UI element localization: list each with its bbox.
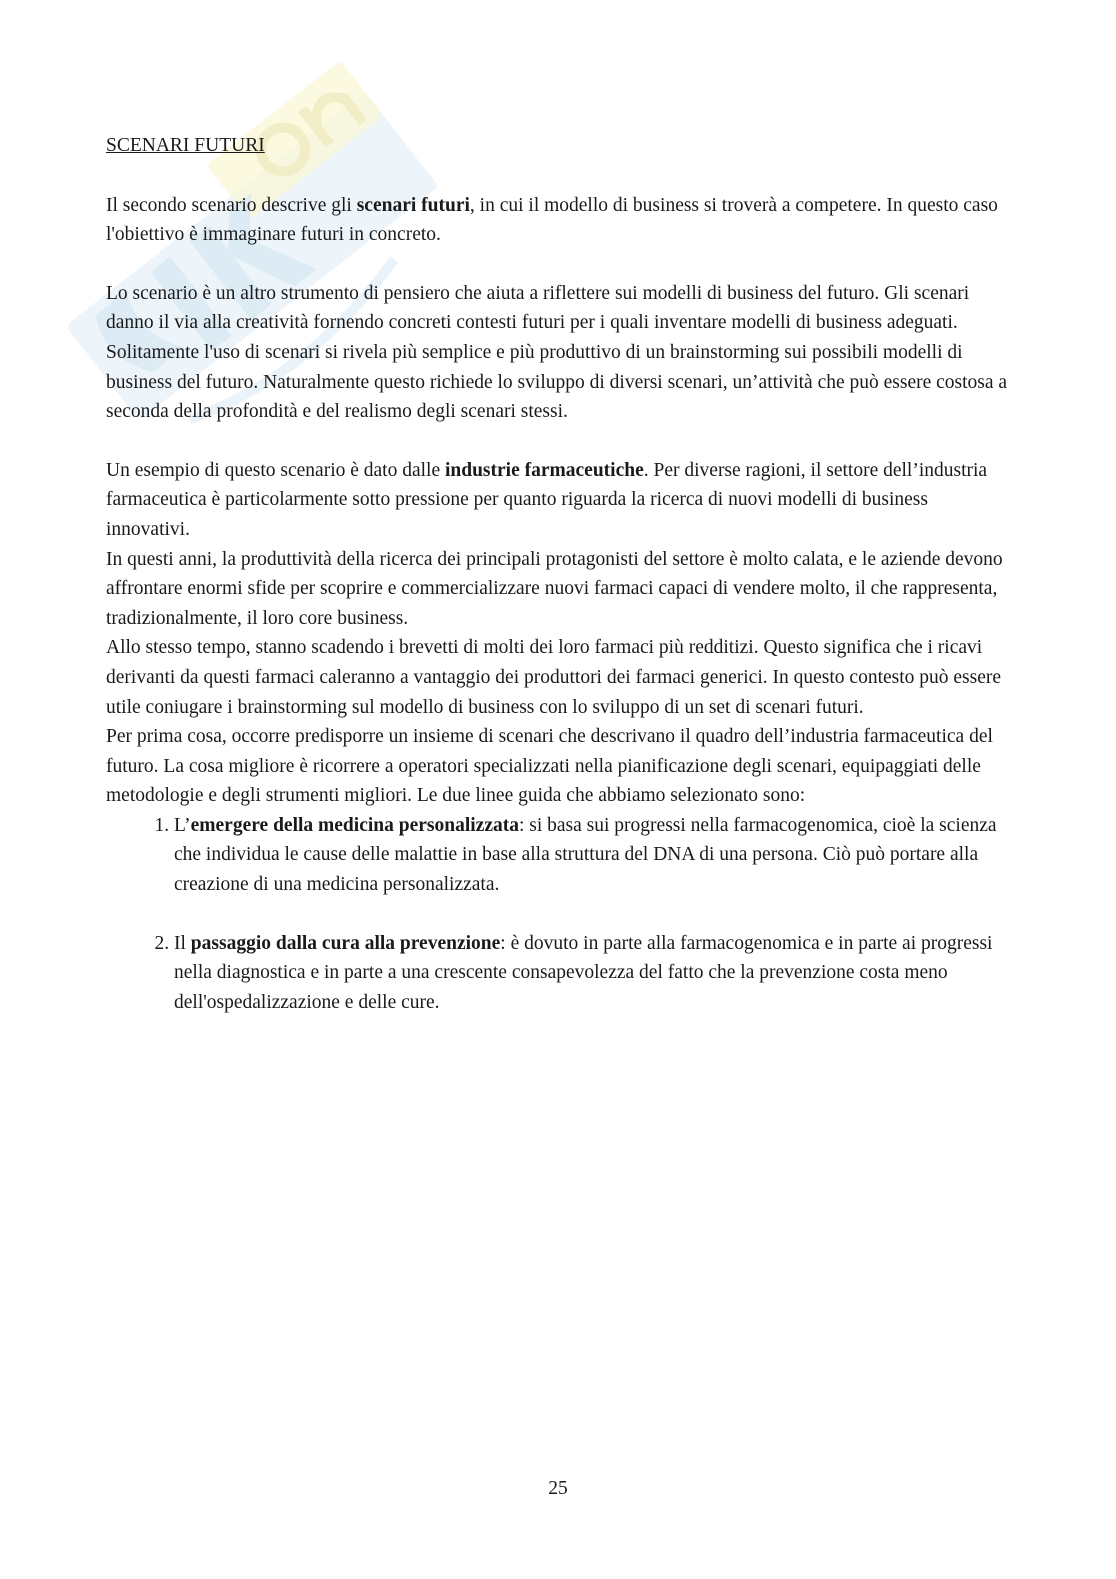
- paragraph-example: [106, 456, 1011, 545]
- paragraph-patents: Allo stesso tempo, stanno scadendo i brevetti di molti dei loro farmaci più redditizi. Questo significa che i ricavi derivanti da questi farmaci caleranno a vantaggio dei produttori dei farmaci generici. In questo contesto può essere utile coniugare i brainstorming sul modello di business con lo sviluppo di un set di scenari futuri.: [106, 637, 1002, 718]
- text-run: : si basa sui progressi nella farmacogenomica, cioè la scienza che individua le cause delle malattie in base alla struttura del DNA di una persona. Ciò può portare alla creazione di una medicina personalizzata.: [174, 814, 997, 896]
- document-body: [106, 131, 1011, 1017]
- bold-term: scenari futuri: [356, 194, 470, 216]
- paragraph-intro: [106, 191, 1011, 250]
- section-heading: SCENARI FUTURI: [106, 135, 265, 156]
- text-run: L’: [174, 814, 191, 836]
- bold-term: emergere della medicina personalizzata: [190, 814, 519, 836]
- paragraph-guidelines: Per prima cosa, occorre predisporre un insieme di scenari che descrivano il quadro dell’industria farmaceutica del futuro. La cosa migliore è ricorrere a operatori specializzati nella pianificazione degli scenari, equipaggiati delle metodologie e degli strumenti migliori. Le due linee guida che abbiamo selezionato sono:: [106, 726, 993, 807]
- text-run: Il: [174, 932, 191, 954]
- bold-term: passaggio dalla cura alla prevenzione: [190, 932, 501, 954]
- text-run: , in cui il modello di business si troverà a competere. In questo caso l'obiettivo è immaginare futuri in concreto.: [106, 194, 998, 246]
- list-item: [174, 929, 1011, 1018]
- paragraph-brainstorming: Solitamente l'uso di scenari si rivela più semplice e più produttivo di un brainstorming sui possibili modelli di business del futuro. Naturalmente questo richiede lo sviluppo di diversi scenari, un’attività che può essere costosa a seconda della profondità e del realismo degli scenari stessi.: [106, 341, 1008, 423]
- list-item: [174, 811, 1011, 900]
- text-run: . Per diverse ragioni, il settore dell’industria farmaceutica è particolarmente sotto pressione per quanto riguarda la ricerca di nuovi modelli di business innovativi.: [106, 459, 988, 540]
- bold-term: industrie farmaceutiche: [444, 459, 644, 481]
- page-number: 25: [548, 1478, 568, 1499]
- text-run: Un esempio di questo scenario è dato dalle: [106, 459, 445, 481]
- guidelines-list: [106, 811, 1011, 1018]
- text-run: : è dovuto in parte alla farmacogenomica e in parte ai progressi nella diagnostica e in parte a una crescente consapevolezza del fatto che la prevenzione costa meno dell'ospedalizzazione e delle cure.: [174, 932, 993, 1013]
- paragraph-scenario-tool: Lo scenario è un altro strumento di pensiero che aiuta a riflettere sui modelli di business del futuro. Gli scenari danno il via alla creatività fornendo concreti contesti futuri per i quali inventare modelli di business adeguati.: [106, 282, 970, 334]
- paragraph-productivity: In questi anni, la produttività della ricerca dei principali protagonisti del settore è molto calata, e le aziende devono affrontare enormi sfide per scoprire e commercializzare nuovi farmaci capaci di vendere molto, il che rappresenta, tradizionalmente, il loro core business.: [106, 548, 1003, 629]
- text-run: Il secondo scenario descrive gli: [106, 194, 357, 216]
